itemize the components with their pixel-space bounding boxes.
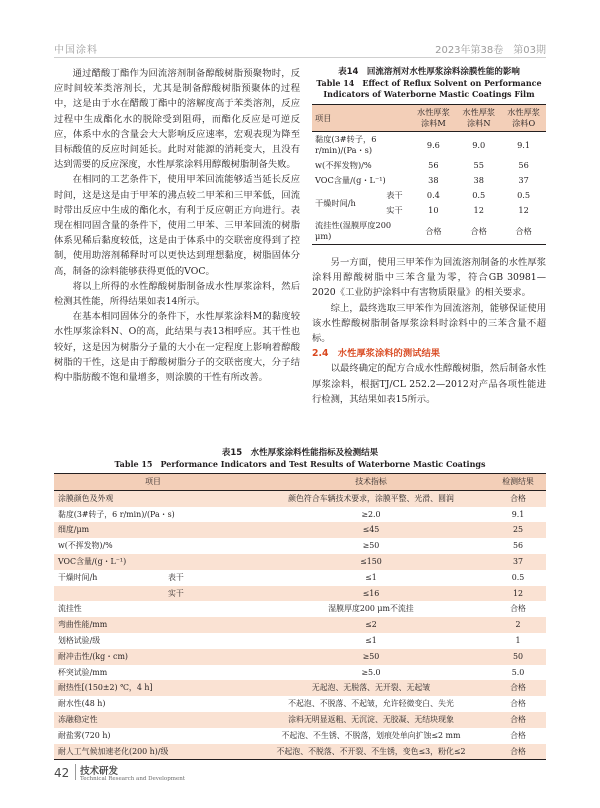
table14-header: 水性厚浆涂料O: [501, 105, 546, 132]
table-cell-result: 合格: [510, 699, 526, 709]
table-cell: 干燥时间/h: [315, 197, 356, 208]
table-cell-item: 涂膜颜色及外观: [54, 490, 252, 506]
row-label: 干燥时间/h: [58, 572, 98, 582]
table-row: [54, 712, 546, 728]
table-cell: 56: [518, 160, 529, 170]
table-cell-item: 耐冲击性/(kg・cm): [54, 649, 252, 665]
table-cell-spec: ≥2.0: [361, 509, 381, 519]
table-cell-result: 合格: [510, 730, 526, 740]
paragraph: 通过醋酸丁酯作为回流溶剂制备醇酸树脂预聚物时，反应时间较苯类溶剂长，尤其是制备醇酸树脂预聚体的过程中，这是由于水在醋酸丁酯中的溶解度高于苯类溶剂，反应过程中生成酯化水的脱除受到阻碍，而酯化反应是可逆反应，体系中水的含量会大大影响反应速率，宏观表现为降至目标酸值的反应时间延长。此时对能源的消耗变大，且没有达到需要的反应深度，水性厚浆涂料用醇酸树脂制备失败。: [54, 68, 300, 171]
journal-name: 中国涂料: [54, 45, 98, 56]
table-cell: 合格: [456, 218, 501, 245]
table14-caption-cn: 表14 回流溶剂对水性厚浆涂料涂膜性能的影响: [338, 67, 520, 77]
table-cell-result: 12: [490, 586, 546, 602]
table-row: [54, 507, 546, 523]
table-cell: 0.5: [517, 190, 531, 200]
table-cell-spec: ≤45: [252, 522, 490, 538]
table-cell-spec: ≤150: [252, 554, 490, 570]
table-row: [54, 538, 546, 554]
table-cell-spec: ≥50: [252, 649, 490, 665]
table-row: [54, 617, 546, 633]
header-rule: [54, 57, 546, 58]
paragraph: 在相同的工艺条件下，使用甲苯回流能够适当延长反应时间，这是这是由于甲苯的沸点较二甲苯和三甲苯低，回流时带出反应中生成的酯化水，有利于反应朝正方向进行。表现在相同固含量的条件下，使用二甲苯、三甲苯回流的树脂体系见稀后黏度较低，这是由于体系中的交联密度得到了控制，使用助溶剂稀释时可以更快达到理想黏度，树脂固体分高，制备的涂料能够获得更低的VOC。: [54, 174, 300, 277]
table15-caption-en: Table 15 Performance Indicators and Test Results of Waterborne Mastic Coatings: [114, 459, 486, 469]
table-row: [312, 188, 546, 203]
paragraph: 将以上所得的水性醇酸树脂制备成水性厚浆涂料，然后检测其性能，所得结果如表14所示。: [54, 280, 300, 308]
sub-label: 实干: [168, 588, 184, 598]
table-cell: VOC含量/(g・L⁻¹): [315, 175, 386, 185]
table-cell-spec: 不起泡、不脱落、不起皱，允许轻微变白、失光: [288, 699, 454, 709]
table-cell: 9.1: [517, 139, 531, 150]
table-cell-spec: 无起泡、无脱落、无开裂、无起皱: [252, 680, 490, 696]
table-cell: 实干: [386, 205, 403, 215]
table14-header: 水性厚浆涂料M: [411, 105, 457, 132]
table-row: [312, 132, 546, 159]
table-cell-result: 0.5: [511, 572, 525, 582]
table-cell-result: 合格: [490, 712, 546, 728]
table-row: [54, 601, 546, 617]
table-cell-item: 杯突试验/mm: [58, 667, 108, 677]
table-row: [54, 665, 546, 681]
table-cell-result: 50: [490, 649, 546, 665]
table-cell: 流挂性(湿膜厚度200 μm): [312, 218, 411, 245]
table-cell: 37: [518, 175, 529, 185]
table-cell: 表干: [386, 190, 403, 200]
table-cell-spec: 涂料无明显返粗、无沉淀、无胶凝、无结块现象: [252, 712, 490, 728]
table-cell-item: 冻融稳定性: [54, 712, 252, 728]
table-cell: 9.6: [426, 139, 440, 150]
table-cell-result: 1: [515, 635, 521, 645]
table-cell-item: 流挂性: [58, 604, 82, 614]
table-cell-result: 25: [490, 522, 546, 538]
table15: [54, 473, 546, 760]
table-cell-item: 耐人工气候加速老化(200 h)/级: [54, 744, 252, 760]
left-column: [54, 66, 300, 385]
table-row: [312, 218, 546, 245]
table-cell: w(不挥发物)/%: [315, 160, 372, 170]
table-cell: 黏度(3#转子，6 r/min)/(Pa・s): [315, 134, 377, 155]
table-cell-result: 合格: [490, 680, 546, 696]
table14-caption-en: Table 14 Effect of Reflux Solvent on Performance Indicators of Waterborne Mastic Coatings Film: [316, 78, 542, 99]
table15-caption-cn: 表15 水性厚浆涂料性能指标及检测结果: [221, 448, 379, 458]
table-row: [54, 680, 546, 696]
table15-body: [54, 490, 546, 760]
table-row: [54, 744, 546, 760]
section-heading: 2.4 水性厚浆涂料的测试结果: [312, 348, 441, 360]
table-cell-spec: ≥50: [362, 541, 380, 551]
table-cell-item: 黏度(3#转子，6 r/min)/(Pa・s): [58, 509, 175, 519]
table-cell-result: 9.1: [511, 509, 525, 519]
table-cell-item: [54, 586, 252, 602]
table-cell-item: 耐热性[(150±2) ℃，4 h]: [54, 680, 252, 696]
table14-header: 项目: [312, 105, 411, 132]
table-cell: 56: [428, 160, 439, 170]
table-cell-spec: ≥5.0: [361, 667, 381, 677]
table-row: [54, 554, 546, 570]
table15-header: 项目: [54, 474, 252, 491]
issue-info: 2023年第38卷 第03期: [435, 45, 546, 56]
table14-header: 水性厚浆涂料N: [456, 105, 501, 132]
footer-section-cn: 技术研发: [80, 766, 119, 777]
paragraph: 另一方面，使用三甲苯作为回流溶剂制备的水性厚浆涂料用醇酸树脂中三苯含量为零，符合GB 30981—2020《工业防护涂料中有害物质限量》的相关要求。: [312, 257, 546, 299]
table-cell-spec: 颜色符合车辆技术要求，涂膜平整、光滑、圆润: [252, 490, 490, 506]
table-row: [54, 490, 546, 506]
table15-header: 技术指标: [252, 474, 490, 491]
footer-divider: [75, 764, 76, 780]
table-row: [312, 158, 546, 173]
table14-block: [312, 66, 546, 245]
table-cell: 55: [473, 160, 484, 170]
table-cell-result: 5.0: [511, 667, 525, 677]
table-cell-result: 合格: [490, 490, 546, 506]
table-row: [54, 696, 546, 712]
right-column: [312, 255, 546, 407]
table-cell: 合格: [501, 218, 546, 245]
table-cell-item: [54, 570, 252, 586]
sub-label: 表干: [168, 572, 184, 582]
table-cell: 0.4: [426, 190, 440, 200]
table-cell-item: w(不挥发物)/%: [58, 541, 113, 551]
table-cell: 9.0: [472, 139, 486, 150]
table-cell-spec: ≤16: [252, 586, 490, 602]
table-cell-item: 细度/μm: [54, 522, 252, 538]
table-cell-result: 37: [490, 554, 546, 570]
table-cell-spec: 不起泡、不生锈、不脱落，划痕处单向扩蚀≤2 mm: [281, 730, 461, 740]
table-cell-item: 耐盐雾(720 h): [58, 730, 111, 740]
table15-header: 检测结果: [490, 474, 546, 491]
table-cell-spec: ≤1: [365, 572, 377, 582]
footer-section-en: Technical Research and Development: [80, 776, 185, 782]
table-row: [54, 522, 546, 538]
table-cell: 0.5: [472, 190, 486, 200]
table-cell: 合格: [411, 218, 457, 245]
table-row: [54, 570, 546, 586]
table-cell-spec: ≤2: [252, 617, 490, 633]
table-cell: 10: [428, 205, 439, 215]
table-row: [54, 633, 546, 649]
paragraph: 以最终确定的配方合成水性醇酸树脂，然后制备水性厚浆涂料，根据TJ/CL 252.2—2012对产品各项性能进行检测，其结果如表15所示。: [312, 363, 546, 405]
table-cell-spec: 不起泡、不脱落、不开裂、不生锈，变色≤3，粉化≤2: [252, 744, 490, 760]
paragraph: 综上，最终选取三甲苯作为回流溶剂，能够保证使用该水性醇酸树脂制备厚浆涂料时涂料中的三苯含量不超标。: [312, 302, 546, 345]
table14: [312, 104, 546, 245]
table-cell: 38: [428, 175, 439, 185]
table15-block: [54, 447, 546, 760]
page-number: 42: [54, 766, 70, 780]
table-cell-result: 56: [512, 541, 524, 551]
table-cell: 12: [473, 205, 484, 215]
table-cell-spec: 湿膜厚度200 μm不流挂: [328, 604, 414, 614]
table-cell-result: 合格: [490, 744, 546, 760]
paragraph: 在基本相同固体分的条件下，水性厚浆涂料M的黏度较水性厚浆涂料N、O的高，此结果与表13相呼应。其干性也较好，这是因为树脂分子量的大小在一定程度上影响着醇酸树脂的干性，这是由于醇酸树脂分子的交联密度大，分子结构中脂肪酸不饱和量增多，则涂膜的干性有所改善。: [54, 311, 300, 384]
table-cell-spec: ≤1: [365, 635, 377, 645]
table-row: [312, 173, 546, 188]
table-cell-item: 耐水性(48 h): [58, 699, 106, 709]
table-row: [54, 728, 546, 744]
table-cell-item: VOC含量/(g・L⁻¹): [54, 554, 252, 570]
table-cell-result: 合格: [510, 604, 526, 614]
table-cell: 38: [473, 175, 484, 185]
table-cell-item: 划格试验/级: [58, 635, 101, 645]
table-row: [54, 586, 546, 602]
table-cell-result: 2: [490, 617, 546, 633]
table-row: [54, 649, 546, 665]
table-cell-item: 弯曲性能/mm: [54, 617, 252, 633]
table-cell: 12: [518, 205, 529, 215]
